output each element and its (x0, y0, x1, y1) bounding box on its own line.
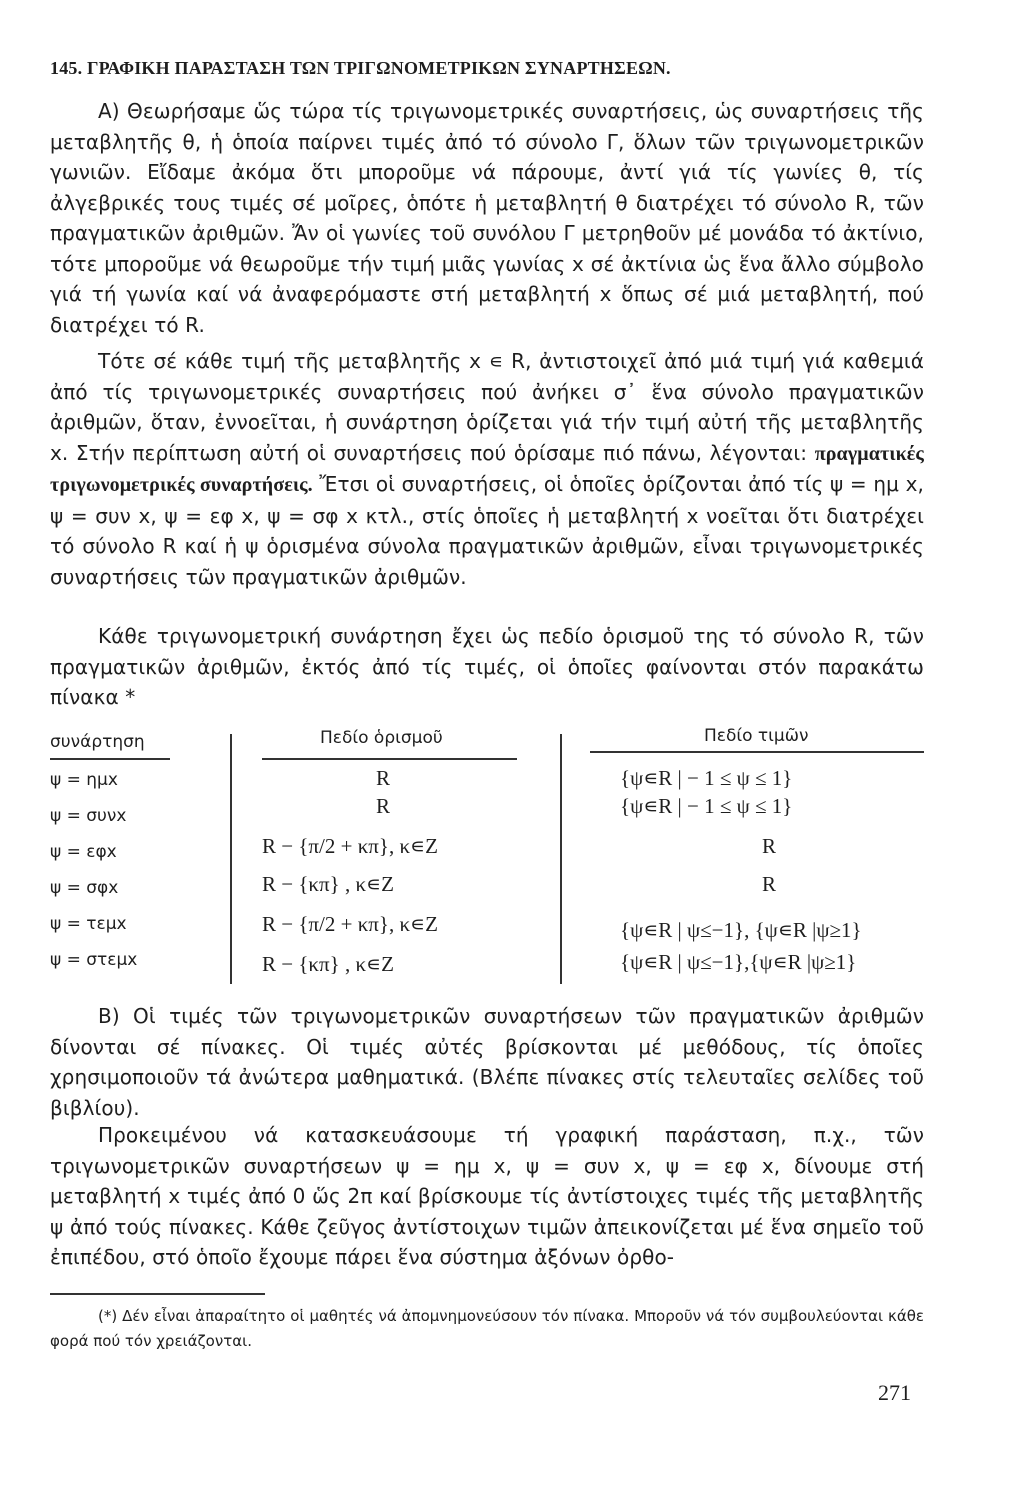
paragraph-real-functions (50, 346, 924, 592)
domain-cell: R − {κπ} , κ∊Z (262, 952, 394, 976)
function-cell: ψ = ημx (50, 770, 118, 790)
header-range: Πεδίο τιμῶν (704, 726, 809, 746)
domain-range-table (50, 722, 924, 984)
footnote: (*) Δέν εἶναι ἀπαραίτητο οἱ μαθητές νά ἀπομνημονεύσουν τόν πίνακα. Μποροῦν νά τόν συμβουλεύονται κάθε φορά πού τόν χρειάζονται. (50, 1307, 924, 1350)
range-cell: {ψ∊R | ψ≤−1}, {ψ∊R |ψ≥1} (620, 918, 862, 942)
header-underline-2 (262, 758, 517, 760)
range-cell: {ψ∊R | − 1 ≤ ψ ≤ 1} (620, 766, 793, 790)
header-function: συνάρτηση (50, 732, 145, 752)
domain-cell: R − {π/2 + κπ}, κ∊Z (262, 912, 438, 936)
domain-cell: R − {π/2 + κπ}, κ∊Z (262, 834, 438, 858)
bold-term: πραγματικές τριγωνομετρικές συναρτήσεις. (50, 442, 924, 496)
function-cell: ψ = σφx (50, 878, 119, 898)
function-cell: ψ = εφx (50, 842, 117, 862)
header-underline-3 (590, 751, 924, 753)
domain-cell: R − {κπ} , κ∊Z (262, 872, 394, 896)
paragraph-graph: Προκειμένου νά κατασκευάσουμε τή γραφική παράσταση, π.χ., τῶν τριγωνομετρικῶν συναρτήσεων ψ = ημ x, ψ = συν x, ψ = εφ x, δίνουμε στή μεταβλητή x τιμές ἀπό 0 ὥς 2π καί βρίσκουμε τίς ἀντίστοιχες τιμές τῆς μεταβλητῆς ψ ἀπό τούς πίνακες. Κάθε ζεῦγος ἀντίστοιχων τιμῶν ἀπεικονίζεται μέ ἕνα σημεῖο τοῦ ἐπιπέδου, στό ὁποῖο ἔχουμε πάρει ἕνα σύστημα ἀξόνων ὀρθο- (50, 1123, 924, 1269)
paragraph-domain: Κάθε τριγωνομετρική συνάρτηση ἔχει ὡς πεδίο ὁρισμοῦ της τό σύνολο R, τῶν πραγματικῶν ἀριθμῶν, ἐκτός ἀπό τίς τιμές, οἱ ὁποῖες φαίνονται στόν παρακάτω πίνακα * (50, 624, 924, 709)
domain-cell: R (376, 766, 391, 790)
page-number: 271 (878, 1380, 911, 1405)
range-cell: R (762, 872, 777, 896)
function-cell: ψ = στεμx (50, 950, 138, 970)
function-cell: ψ = τεμx (50, 914, 127, 934)
range-cell: R (762, 834, 777, 858)
section-heading: 145. ΓΡΑΦΙΚΗ ΠΑΡΑΣΤΑΣΗ ΤΩΝ ΤΡΙΓΩΝΟΜΕΤΡΙΚΩΝ ΣΥΝΑΡΤΗΣΕΩΝ. (50, 58, 671, 78)
range-cell: {ψ∊R | ψ≤−1},{ψ∊R |ψ≥1} (620, 950, 857, 974)
table-divider-1 (230, 734, 232, 984)
header-underline-1 (50, 758, 170, 760)
paragraph-a: A) Θεωρήσαμε ὥς τώρα τίς τριγωνομετρικές συναρτήσεις, ὡς συναρτήσεις τῆς μεταβλητῆς θ, ἡ ὁποία παίρνει τιμές ἀπό τό σύνολο Γ, ὅλων τῶν τριγωνομετρικῶν γωνιῶν. Εἴδαμε ἀκόμα ὅτι μποροῦμε νά πάρουμε, ἀντί γιά τίς γωνίες θ, τίς ἀλγεβρικές τους τιμές σέ μοῖρες, ὁπότε ἡ μεταβλητή θ διατρέχει τό σύνολο R, τῶν πραγματικῶν ἀριθμῶν. Ἄν οἱ γωνίες τοῦ συνόλου Γ μετρηθοῦν μέ μονάδα τό ἀκτίνιο, τότε μποροῦμε νά θεωροῦμε τήν τιμή μιᾶς γωνίας x σέ ἀκτίνια ὡς ἕνα ἄλλο σύμβολο γιά τή γωνία καί νά ἀναφερόμαστε στή μεταβλητή x ὅπως σέ μιά μεταβλητή, πού διατρέχει τό R. (50, 99, 924, 337)
range-cell: {ψ∊R | − 1 ≤ ψ ≤ 1} (620, 794, 793, 818)
domain-cell: R (376, 794, 391, 818)
paragraph-b: B) Οἱ τιμές τῶν τριγωνομετρικῶν συναρτήσεων τῶν πραγματικῶν ἀριθμῶν δίνονται σέ πίνακες. Οἱ τιμές αὐτές βρίσκονται μέ μεθόδους, τίς ὁποῖες χρησιμοποιοῦν τά ἀνώτερα μαθηματικά. (Βλέπε πίνακες στίς τελευταῖες σελίδες τοῦ βιβλίου). (50, 1004, 924, 1120)
table-divider-2 (560, 734, 562, 984)
paragraph-real-functions-end: Ἔτσι οἱ συναρτήσεις, οἱ ὁποῖες ὁρίζονται ἀπό τίς ψ = ημ x, ψ = συν x, ψ = εφ x, ψ = σφ x κτλ., στίς ὁποῖες ἡ μεταβλητή x νοεῖται ὅτι διατρέχει τό σύνολο R καί ἡ ψ ὁρισμένα σύνολα πραγματικῶν ἀριθμῶν, εἶναι τριγωνομετρικές συναρτήσεις τῶν πραγματικῶν ἀριθμῶν. (50, 472, 925, 589)
footnote-rule (50, 1293, 265, 1295)
function-cell: ψ = συνx (50, 806, 127, 826)
header-domain: Πεδίο ὁρισμοῦ (320, 728, 443, 748)
paragraph-real-functions-start: Τότε σέ κάθε τιμή τῆς μεταβλητῆς x ∊ R, ἀντιστοιχεῖ ἀπό μιά τιμή γιά καθεμιά ἀπό τίς τριγωνομετρικές συναρτήσεις πού ἀνήκει σ᾿ ἕνα σύνολο πραγματικῶν ἀριθμῶν, ὅταν, ἐννοεῖται, ἡ συνάρτηση ὁρίζεται γιά τήν τιμή αὐτή τῆς μεταβλητῆς x. Στήν περίπτωση αὐτή οἱ συναρτήσεις πού ὁρίσαμε πιό πάνω, λέγονται: (50, 349, 924, 465)
